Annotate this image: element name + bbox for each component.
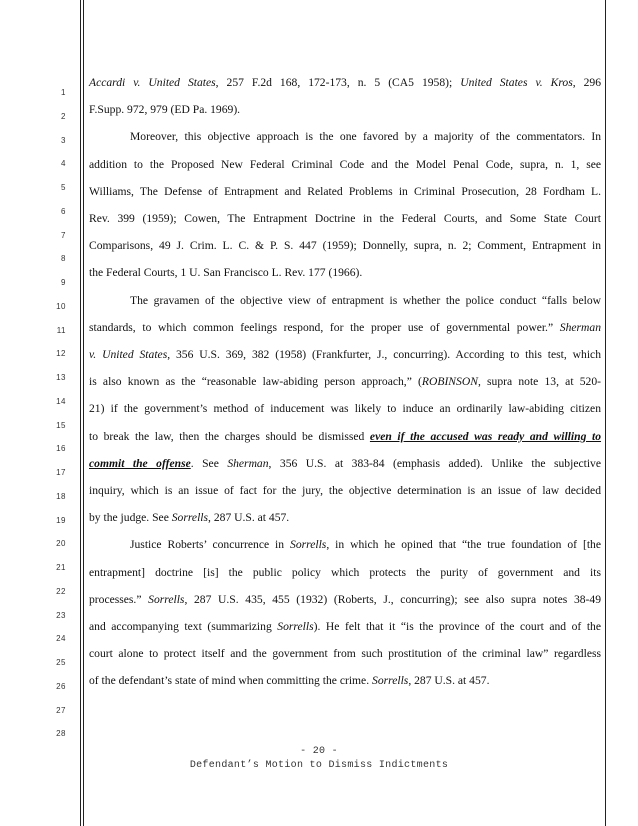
text-line — [89, 266, 601, 280]
text-line — [89, 103, 601, 117]
italic-citation: v. United States — [89, 348, 168, 361]
text-line — [89, 674, 601, 688]
line-number: 25 — [56, 658, 66, 667]
text-run: . See — [190, 456, 228, 470]
text-run: and accompanying text (summarizing — [89, 620, 278, 633]
line-number: 1 — [61, 88, 66, 97]
text-run: 21) if the government’s method of inducement was likely to induce an ordinarily law-abiding citizen — [89, 402, 601, 416]
italic-citation: Sherman — [227, 456, 269, 470]
right-margin-rule — [605, 0, 606, 826]
text-run: is also known as the “reasonable law-abiding person approach,” ( — [89, 375, 422, 389]
line-number: 13 — [56, 373, 66, 382]
line-number: 27 — [56, 705, 66, 715]
line-number: 28 — [56, 729, 66, 739]
line-number: 11 — [56, 325, 66, 335]
line-number: 4 — [61, 159, 66, 169]
text-run: , 287 U.S. at 457. — [408, 674, 490, 688]
line-number: 8 — [61, 254, 66, 264]
text-run: entrapment] doctrine [is] the public policy which protects the purity of government and its — [89, 565, 601, 579]
text-run: the Federal Courts, 1 U. San Francisco L. Rev. 177 (1966). — [89, 266, 363, 280]
text-line — [130, 130, 601, 144]
text-line — [89, 647, 601, 661]
text-line — [89, 321, 601, 335]
text-line — [89, 212, 601, 226]
line-number: 19 — [56, 515, 66, 525]
text-run: standards, to which common feelings respond, for the proper use of governmental power.” — [89, 320, 560, 334]
text-line — [89, 430, 601, 444]
line-number: 22 — [56, 586, 66, 596]
italic-citation: Accardi v. United States — [89, 76, 216, 89]
text-line — [89, 457, 601, 471]
text-line — [89, 511, 601, 525]
text-line — [89, 185, 601, 199]
line-number: 23 — [56, 610, 66, 620]
text-run: , 287 U.S. 435, 455 (1932) (Roberts, J., concurring); see also supra notes 38-49 — [184, 592, 601, 606]
text-line — [89, 158, 601, 172]
text-run: processes.” — [89, 592, 149, 606]
line-number: 2 — [61, 111, 66, 121]
text-line — [89, 484, 601, 498]
text-run: Justice Roberts’ concurrence in — [130, 538, 291, 552]
line-number: 14 — [56, 396, 66, 406]
line-number: 24 — [56, 634, 66, 644]
text-line — [89, 348, 601, 362]
text-run: , supra note 13, at 520- — [477, 375, 601, 389]
text-run: , in which he opined that “the true foundation of [the — [326, 538, 601, 552]
left-margin-rule — [80, 0, 81, 826]
text-run: , 296 — [572, 76, 602, 89]
text-run: The gravamen of the objective view of entrapment is whether the police conduct “falls below — [130, 293, 601, 307]
line-number: 12 — [56, 349, 66, 359]
line-number: 15 — [56, 420, 66, 430]
italic-citation: United States v. Kros — [460, 76, 573, 89]
text-line — [89, 76, 601, 90]
italic-citation: Sorrells — [171, 511, 209, 525]
italic-citation: Sorrells — [277, 620, 314, 633]
text-line — [89, 402, 601, 416]
line-number: 9 — [61, 278, 66, 287]
text-run: Moreover, this objective approach is the one favored by a majority of the commentators. In — [130, 130, 601, 144]
text-run: F.Supp. 972, 979 (ED Pa. 1969). — [89, 103, 241, 117]
text-run: of the defendant’s state of mind when committing the crime. — [89, 674, 373, 688]
line-number: 10 — [56, 301, 66, 311]
italic-citation: Sorrells — [372, 674, 409, 688]
italic-citation: Sorrells — [148, 592, 185, 606]
text-line — [89, 375, 601, 389]
text-run: , 356 U.S. 369, 382 (1958) (Frankfurter, J., concurring). According to this test, which — [167, 348, 602, 361]
line-number: 3 — [61, 135, 66, 145]
line-number: 18 — [56, 491, 66, 501]
line-number: 21 — [56, 563, 66, 572]
text-run: , 257 F.2d 168, 172-173, n. 5 (CA5 1958); — [215, 76, 461, 89]
text-line — [89, 566, 601, 580]
italic-citation: ROBINSON — [421, 375, 478, 389]
text-run: Comparisons, 49 J. Crim. L. C. & P. S. 447 (1959); Donnelly, supra, n. 2; Comment, Entrapment in — [89, 239, 601, 253]
text-run: Rev. 399 (1959); Cowen, The Entrapment Doctrine in the Federal Courts, and Some State Court — [89, 212, 601, 225]
line-number: 7 — [61, 230, 66, 240]
text-run: Williams, The Defense of Entrapment and Related Problems in Criminal Prosecution, 28 Fordham L. — [89, 184, 601, 198]
text-run: to break the law, then the charges should be dismissed — [89, 429, 370, 443]
line-number: 17 — [56, 468, 66, 477]
text-line — [89, 239, 601, 253]
footer-page-number: - 20 - — [300, 746, 338, 757]
text-run: inquiry, which is an issue of fact for the jury, the objective determination is an issue of law decided — [89, 484, 601, 497]
line-number: 20 — [56, 539, 66, 549]
italic-citation: Sherman — [559, 320, 601, 334]
line-number: 26 — [56, 681, 66, 691]
left-margin-rule-inner — [83, 0, 84, 826]
footer-title: Defendant’s Motion to Dismiss Indictments — [189, 760, 449, 771]
text-run: court alone to protect itself and the government from such prostitution of the criminal law” regardless — [89, 647, 601, 661]
text-run: , 356 U.S. at 383-84 (emphasis added). Unlike the subjective — [268, 456, 602, 470]
text-line — [89, 620, 601, 634]
italic-citation: Sorrells — [290, 538, 327, 552]
line-number: 6 — [61, 206, 66, 216]
text-line — [130, 294, 601, 308]
line-number: 5 — [61, 183, 66, 192]
line-number: 16 — [56, 444, 66, 454]
text-line — [89, 593, 601, 607]
text-line — [130, 538, 601, 552]
text-run: by the judge. See — [89, 511, 172, 525]
text-run: addition to the Proposed New Federal Criminal Code and the Model Penal Code, supra, n. 1, see — [89, 157, 601, 171]
emphasized-text: commit the offense — [89, 456, 191, 470]
text-run: , 287 U.S. at 457. — [208, 511, 290, 525]
text-run: ). He felt that it “is the province of the court and of the — [313, 620, 601, 633]
emphasized-text: even if the accused was ready and willing to — [369, 429, 602, 443]
